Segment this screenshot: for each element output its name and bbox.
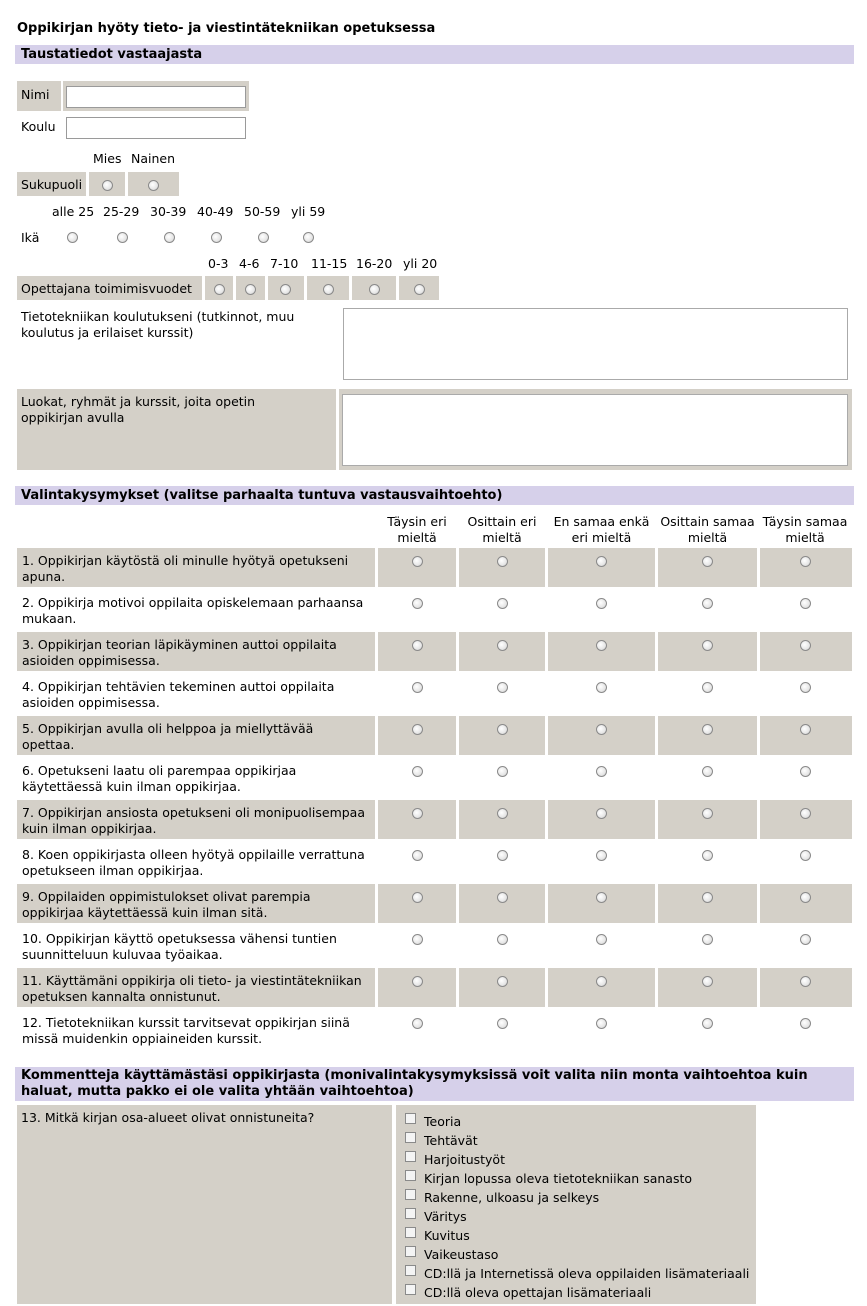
answer-cell xyxy=(378,800,456,839)
answer-radio[interactable] xyxy=(702,850,713,861)
answer-cell xyxy=(658,842,757,881)
q13-option-label: Tehtävät xyxy=(424,1133,478,1148)
answer-radio[interactable] xyxy=(702,682,713,693)
answer-radio[interactable] xyxy=(497,934,508,945)
answer-cell xyxy=(459,800,545,839)
school-input[interactable] xyxy=(66,117,246,139)
answer-cell xyxy=(760,590,852,629)
question-text: 7. Oppikirjan ansiosta opetukseni oli monipuolisempaa kuin ilman oppikirjaa. xyxy=(22,805,365,836)
q13-option-label: CD:llä oleva opettajan lisämateriaali xyxy=(424,1285,652,1300)
answer-cell xyxy=(378,926,456,965)
answer-radio[interactable] xyxy=(412,682,423,693)
question-text: 3. Oppikirjan teorian läpikäyminen auttoi oppilaita asioiden oppimisessa. xyxy=(22,637,337,668)
age-option: 50-59 xyxy=(244,204,281,219)
age-option: 25-29 xyxy=(103,204,140,219)
scale-header-5: Täysin samaa mieltä xyxy=(762,514,848,545)
answer-cell xyxy=(459,674,545,713)
answer-cell xyxy=(459,758,545,797)
divider xyxy=(61,81,63,111)
q13-checkbox[interactable] xyxy=(405,1151,416,1162)
question-text: 11. Käyttämäni oppikirja oli tieto- ja viestintätekniikan opetuksen kannalta onnistunut. xyxy=(22,973,362,1004)
q13-checkbox[interactable] xyxy=(405,1189,416,1200)
answer-cell xyxy=(548,716,655,755)
q13-checkbox[interactable] xyxy=(405,1132,416,1143)
q13-option-label: Vaikeustaso xyxy=(424,1247,499,1262)
answer-radio[interactable] xyxy=(800,766,811,777)
answer-cell xyxy=(760,632,852,671)
section-header-background: Taustatiedot vastaajasta xyxy=(15,45,854,64)
answer-radio[interactable] xyxy=(412,556,423,567)
answer-radio[interactable] xyxy=(412,976,423,987)
question-text: 5. Oppikirjan avulla oli helppoa ja miellyttävää opettaa. xyxy=(22,721,314,752)
answer-radio[interactable] xyxy=(800,598,811,609)
page-title: Oppikirjan hyöty tieto- ja viestintätekniikan opetuksessa xyxy=(17,21,436,36)
answer-radio[interactable] xyxy=(702,640,713,651)
answer-cell xyxy=(459,590,545,629)
answer-cell xyxy=(760,968,852,1007)
answer-cell xyxy=(378,968,456,1007)
years-radio[interactable] xyxy=(369,284,380,295)
answer-cell xyxy=(548,800,655,839)
answer-radio[interactable] xyxy=(800,724,811,735)
section-header-comments: Kommentteja käyttämästäsi oppikirjasta (monivalintakysymyksissä voit valita niin monta vaihtoehtoa kuin haluat, mutta pakko ei ole valita yhtään vaihtoehtoa) xyxy=(15,1067,854,1101)
q13-checkbox[interactable] xyxy=(405,1246,416,1257)
answer-cell xyxy=(459,1010,545,1049)
answer-radio[interactable] xyxy=(800,934,811,945)
answer-cell xyxy=(760,842,852,881)
age-radio[interactable] xyxy=(258,232,269,243)
answer-cell xyxy=(378,758,456,797)
answer-radio[interactable] xyxy=(800,640,811,651)
answer-radio[interactable] xyxy=(596,892,607,903)
answer-radio[interactable] xyxy=(702,556,713,567)
scale-header-4: Osittain samaa mieltä xyxy=(660,514,755,545)
gender-male-radio[interactable] xyxy=(102,180,113,191)
answer-cell xyxy=(548,632,655,671)
answer-radio[interactable] xyxy=(412,766,423,777)
scale-header-1: Täysin eri mieltä xyxy=(387,514,447,545)
answer-radio[interactable] xyxy=(596,682,607,693)
q13-option-label: Rakenne, ulkoasu ja selkeys xyxy=(424,1190,600,1205)
age-radio[interactable] xyxy=(303,232,314,243)
age-radio[interactable] xyxy=(164,232,175,243)
answer-radio[interactable] xyxy=(702,724,713,735)
years-label: Opettajana toimimisvuodet xyxy=(21,281,192,296)
answer-cell xyxy=(459,632,545,671)
answer-cell xyxy=(459,926,545,965)
answer-cell xyxy=(658,758,757,797)
answer-radio[interactable] xyxy=(596,934,607,945)
answer-radio[interactable] xyxy=(800,850,811,861)
answer-cell xyxy=(548,1010,655,1049)
answer-radio[interactable] xyxy=(497,892,508,903)
answer-radio[interactable] xyxy=(497,556,508,567)
name-input[interactable] xyxy=(66,86,246,108)
answer-radio[interactable] xyxy=(497,976,508,987)
answer-cell xyxy=(760,884,852,923)
q13-checkbox[interactable] xyxy=(405,1284,416,1295)
answer-radio[interactable] xyxy=(702,934,713,945)
gender-option-male: Mies xyxy=(93,151,122,166)
answer-radio[interactable] xyxy=(497,766,508,777)
q13-checkbox[interactable] xyxy=(405,1265,416,1276)
answer-radio[interactable] xyxy=(596,556,607,567)
answer-cell xyxy=(459,884,545,923)
answer-radio[interactable] xyxy=(412,598,423,609)
answer-cell xyxy=(548,926,655,965)
classes-textarea[interactable] xyxy=(342,394,848,466)
answer-cell xyxy=(658,674,757,713)
answer-radio[interactable] xyxy=(800,976,811,987)
answer-radio[interactable] xyxy=(800,892,811,903)
age-label: Ikä xyxy=(21,230,40,245)
answer-cell xyxy=(658,632,757,671)
q13-checkbox[interactable] xyxy=(405,1208,416,1219)
answer-cell xyxy=(378,548,456,587)
answer-cell xyxy=(658,884,757,923)
years-option: 16-20 xyxy=(356,256,393,271)
answer-cell xyxy=(548,842,655,881)
answer-cell xyxy=(658,1010,757,1049)
question-text: 10. Oppikirjan käyttö opetuksessa vähensi tuntien suunnitteluun kuluvaa työaikaa. xyxy=(22,931,337,962)
answer-cell xyxy=(658,548,757,587)
gender-option-female: Nainen xyxy=(131,151,176,166)
answer-radio[interactable] xyxy=(412,724,423,735)
answer-radio[interactable] xyxy=(702,1018,713,1029)
question-text: 4. Oppikirjan tehtävien tekeminen auttoi oppilaita asioiden oppimisessa. xyxy=(22,679,335,710)
years-radio[interactable] xyxy=(245,284,256,295)
years-option: yli 20 xyxy=(403,256,438,271)
answer-cell xyxy=(760,1010,852,1049)
answer-cell xyxy=(548,590,655,629)
answer-cell xyxy=(378,590,456,629)
answer-cell xyxy=(658,716,757,755)
answer-radio[interactable] xyxy=(702,766,713,777)
gender-label: Sukupuoli xyxy=(21,177,83,192)
answer-radio[interactable] xyxy=(702,598,713,609)
answer-radio[interactable] xyxy=(497,724,508,735)
school-label: Koulu xyxy=(21,119,56,134)
answer-radio[interactable] xyxy=(596,850,607,861)
answer-radio[interactable] xyxy=(596,724,607,735)
years-option: 7-10 xyxy=(270,256,299,271)
answer-cell xyxy=(459,548,545,587)
years-radio[interactable] xyxy=(414,284,425,295)
answer-cell xyxy=(760,758,852,797)
classes-label: Luokat, ryhmät ja kurssit, joita opetin oppikirjan avulla xyxy=(21,394,256,425)
answer-cell xyxy=(548,674,655,713)
age-option: 40-49 xyxy=(197,204,234,219)
answer-cell xyxy=(760,800,852,839)
answer-radio[interactable] xyxy=(800,1018,811,1029)
question-text: 8. Koen oppikirjasta olleen hyötyä oppilaille verrattuna opetukseen ilman oppikirjaa. xyxy=(22,847,365,878)
answer-cell xyxy=(658,800,757,839)
age-option: yli 59 xyxy=(291,204,326,219)
answer-cell xyxy=(760,716,852,755)
q13-option-label: Teoria xyxy=(424,1114,462,1129)
divider xyxy=(336,389,339,470)
it-training-label: Tietotekniikan koulutukseni (tutkinnot, muu koulutus ja erilaiset kurssit) xyxy=(21,309,295,340)
age-radio[interactable] xyxy=(67,232,78,243)
it-training-textarea[interactable] xyxy=(343,308,848,380)
years-radio[interactable] xyxy=(323,284,334,295)
q13-option-label: Kirjan lopussa oleva tietotekniikan sanasto xyxy=(424,1171,693,1186)
age-option: 30-39 xyxy=(150,204,187,219)
q13-checkbox[interactable] xyxy=(405,1227,416,1238)
question-text: 9. Oppilaiden oppimistulokset olivat parempia oppikirjaa käytettäessä kuin ilman sitä. xyxy=(22,889,311,920)
answer-radio[interactable] xyxy=(412,934,423,945)
answer-radio[interactable] xyxy=(412,850,423,861)
answer-radio[interactable] xyxy=(596,598,607,609)
answer-radio[interactable] xyxy=(412,1018,423,1029)
q13-checkbox[interactable] xyxy=(405,1170,416,1181)
answer-radio[interactable] xyxy=(596,640,607,651)
q13-option-label: Väritys xyxy=(424,1209,467,1224)
q13-label-cell xyxy=(17,1105,392,1304)
age-radio[interactable] xyxy=(211,232,222,243)
gender-female-radio[interactable] xyxy=(148,180,159,191)
question-text: 12. Tietotekniikan kurssit tarvitsevat oppikirjan siinä missä muidenkin oppiaineiden kurssit. xyxy=(22,1015,350,1046)
question-text: 6. Opetukseni laatu oli parempaa oppikirjaa käytettäessä kuin ilman oppikirjaa. xyxy=(22,763,297,794)
answer-cell xyxy=(760,926,852,965)
answer-radio[interactable] xyxy=(702,892,713,903)
answer-cell xyxy=(378,674,456,713)
q13-option-label: CD:llä ja Internetissä oleva oppilaiden lisämateriaali xyxy=(424,1266,750,1281)
answer-radio[interactable] xyxy=(800,808,811,819)
answer-cell xyxy=(459,842,545,881)
years-option: 11-15 xyxy=(311,256,348,271)
answer-cell xyxy=(760,548,852,587)
answer-cell xyxy=(459,716,545,755)
answer-radio[interactable] xyxy=(800,556,811,567)
answer-radio[interactable] xyxy=(497,682,508,693)
answer-radio[interactable] xyxy=(412,808,423,819)
answer-radio[interactable] xyxy=(497,808,508,819)
answer-radio[interactable] xyxy=(596,976,607,987)
answer-radio[interactable] xyxy=(412,640,423,651)
answer-radio[interactable] xyxy=(702,808,713,819)
years-radio[interactable] xyxy=(280,284,291,295)
answer-cell xyxy=(548,548,655,587)
answer-radio[interactable] xyxy=(497,850,508,861)
answer-radio[interactable] xyxy=(497,640,508,651)
answer-cell xyxy=(378,1010,456,1049)
q13-option-label: Harjoitustyöt xyxy=(424,1152,505,1167)
q13-label: 13. Mitkä kirjan osa-alueet olivat onnistuneita? xyxy=(21,1110,315,1125)
section-header-choice-questions: Valintakysymykset (valitse parhaalta tuntuva vastausvaihtoehto) xyxy=(15,486,854,505)
answer-cell xyxy=(378,632,456,671)
answer-radio[interactable] xyxy=(800,682,811,693)
scale-header-2: Osittain eri mieltä xyxy=(467,514,537,545)
answer-radio[interactable] xyxy=(497,1018,508,1029)
answer-radio[interactable] xyxy=(596,808,607,819)
answer-radio[interactable] xyxy=(497,598,508,609)
answer-cell xyxy=(658,590,757,629)
answer-radio[interactable] xyxy=(596,766,607,777)
years-option: 0-3 xyxy=(208,256,229,271)
question-text: 1. Oppikirjan käytöstä oli minulle hyötyä opetukseni apuna. xyxy=(22,553,349,584)
answer-cell xyxy=(760,674,852,713)
answer-cell xyxy=(378,842,456,881)
years-radio[interactable] xyxy=(214,284,225,295)
answer-cell xyxy=(658,968,757,1007)
q13-option-label: Kuvitus xyxy=(424,1228,470,1243)
answer-cell xyxy=(459,968,545,1007)
answer-cell xyxy=(378,716,456,755)
name-label: Nimi xyxy=(21,87,50,102)
answer-cell xyxy=(548,758,655,797)
q13-checkbox[interactable] xyxy=(405,1113,416,1124)
question-text: 2. Oppikirja motivoi oppilaita opiskelemaan parhaansa mukaan. xyxy=(22,595,364,626)
answer-radio[interactable] xyxy=(412,892,423,903)
answer-cell xyxy=(548,968,655,1007)
answer-radio[interactable] xyxy=(596,1018,607,1029)
age-option: alle 25 xyxy=(52,204,95,219)
answer-cell xyxy=(658,926,757,965)
answer-cell xyxy=(548,884,655,923)
answer-cell xyxy=(378,884,456,923)
scale-header-3: En samaa enkä eri mieltä xyxy=(553,514,650,545)
age-radio[interactable] xyxy=(117,232,128,243)
years-option: 4-6 xyxy=(239,256,260,271)
answer-radio[interactable] xyxy=(702,976,713,987)
